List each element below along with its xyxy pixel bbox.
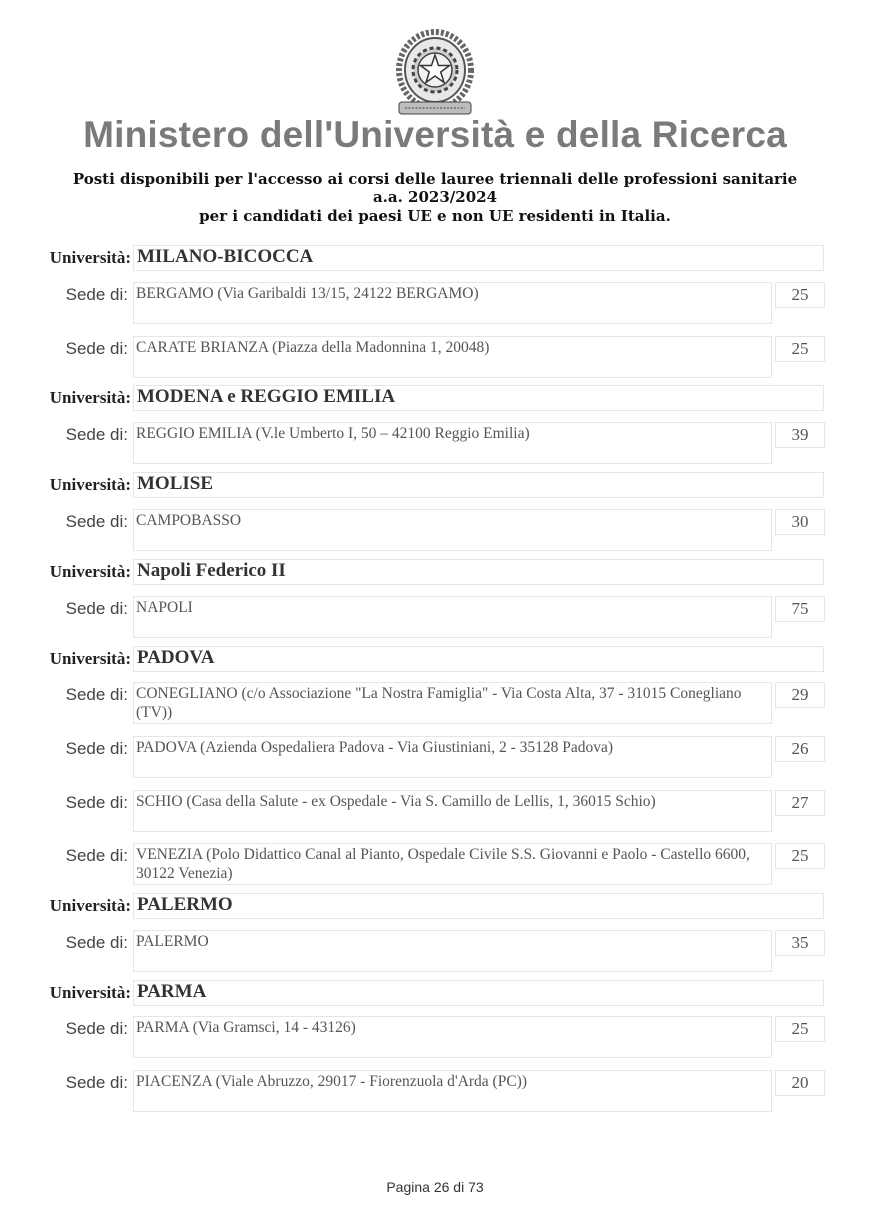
seats-count: 27	[775, 790, 825, 816]
sede-location-box	[133, 843, 772, 885]
sede-label: Sede di:	[65, 599, 128, 618]
sede-location-box	[133, 930, 772, 972]
subtitle-line-1: Posti disponibili per l'accesso ai corsi delle lauree triennali delle professioni sanitarie	[72, 170, 798, 188]
university-name-box	[133, 980, 824, 1006]
sede-location: PADOVA (Azienda Ospedaliera Padova - Via Giustiniani, 2 - 35128 Padova)	[136, 739, 614, 756]
university-name: Napoli Federico II	[137, 560, 286, 581]
university-name-box	[133, 385, 824, 411]
sede-location: PARMA (Via Gramsci, 14 - 43126)	[136, 1019, 356, 1036]
sede-location-box	[133, 736, 772, 778]
seats-count: 25	[775, 843, 825, 869]
seats-count: 29	[775, 682, 825, 708]
sede-location-box	[133, 1016, 772, 1058]
sede-location-box	[133, 509, 772, 551]
sede-label: Sede di:	[65, 793, 128, 812]
seats-count: 35	[775, 930, 825, 956]
university-name: MODENA e REGGIO EMILIA	[137, 386, 396, 407]
university-name-box	[133, 893, 824, 919]
sede-location-box	[133, 282, 772, 324]
university-name: PARMA	[137, 981, 207, 1002]
sede-label: Sede di:	[65, 1019, 128, 1038]
university-name-box	[133, 646, 824, 672]
sede-location-box	[133, 596, 772, 638]
sede-location: CARATE BRIANZA (Piazza della Madonnina 1, 20048)	[136, 339, 490, 356]
university-label: Università:	[49, 983, 131, 1002]
sede-label: Sede di:	[65, 425, 128, 444]
sede-location-box	[133, 336, 772, 378]
sede-location: NAPOLI	[136, 599, 193, 616]
sede-label: Sede di:	[65, 846, 128, 865]
sede-location: SCHIO (Casa della Salute - ex Ospedale - Via S. Camillo de Lellis, 1, 36015 Schio)	[136, 793, 656, 810]
university-name: MILANO-BICOCCA	[137, 246, 314, 267]
sede-location: CONEGLIANO (c/o Associazione "La Nostra Famiglia" - Via Costa Alta, 37 - 31015 Conegliano (TV))	[136, 685, 742, 721]
sede-label: Sede di:	[65, 739, 128, 758]
seats-count: 25	[775, 282, 825, 308]
university-label: Università:	[49, 562, 131, 581]
sede-label: Sede di:	[65, 339, 128, 358]
seats-count: 39	[775, 422, 825, 448]
sede-label: Sede di:	[65, 685, 128, 704]
sede-label: Sede di:	[65, 512, 128, 531]
university-label: Università:	[49, 475, 131, 494]
seats-count: 30	[775, 509, 825, 535]
sede-location: REGGIO EMILIA (V.le Umberto I, 50 – 42100 Reggio Emilia)	[136, 425, 530, 442]
subtitle-line-3: per i candidati dei paesi UE e non UE residenti in Italia.	[199, 207, 671, 225]
university-name: PADOVA	[137, 647, 215, 668]
sede-location: CAMPOBASSO	[136, 512, 242, 529]
sede-label: Sede di:	[65, 1073, 128, 1092]
university-name-box	[133, 472, 824, 498]
seats-count: 75	[775, 596, 825, 622]
seats-count: 25	[775, 1016, 825, 1042]
seats-count: 20	[775, 1070, 825, 1096]
university-name: PALERMO	[137, 894, 233, 915]
university-label: Università:	[49, 388, 131, 407]
university-name-box	[133, 559, 824, 585]
seats-count: 25	[775, 336, 825, 362]
sede-label: Sede di:	[65, 933, 128, 952]
subtitle-line-2: a.a. 2023/2024	[372, 188, 498, 206]
sede-location: BERGAMO (Via Garibaldi 13/15, 24122 BERGAMO)	[136, 285, 479, 302]
sede-location: PALERMO	[136, 933, 209, 950]
ministry-title: Ministero dell'Università e della Ricerca	[83, 114, 787, 155]
university-label: Università:	[49, 896, 131, 915]
university-name: MOLISE	[137, 473, 214, 494]
sede-location: VENEZIA (Polo Didattico Canal al Pianto, Ospedale Civile S.S. Giovanni e Paolo - Castello 6600, 30122 Venezia)	[136, 846, 750, 882]
university-name-box	[133, 245, 824, 271]
sede-location: PIACENZA (Viale Abruzzo, 29017 - Fiorenzuola d'Arda (PC))	[136, 1073, 528, 1090]
seats-count: 26	[775, 736, 825, 762]
italian-republic-emblem-icon	[393, 26, 477, 120]
sede-location-box	[133, 682, 772, 724]
sede-label: Sede di:	[65, 285, 128, 304]
sede-location-box	[133, 1070, 772, 1112]
university-label: Università:	[49, 649, 131, 668]
page-number: Pagina 26 di 73	[386, 1179, 484, 1195]
university-label: Università:	[49, 248, 131, 267]
sede-location-box	[133, 422, 772, 464]
sede-location-box	[133, 790, 772, 832]
